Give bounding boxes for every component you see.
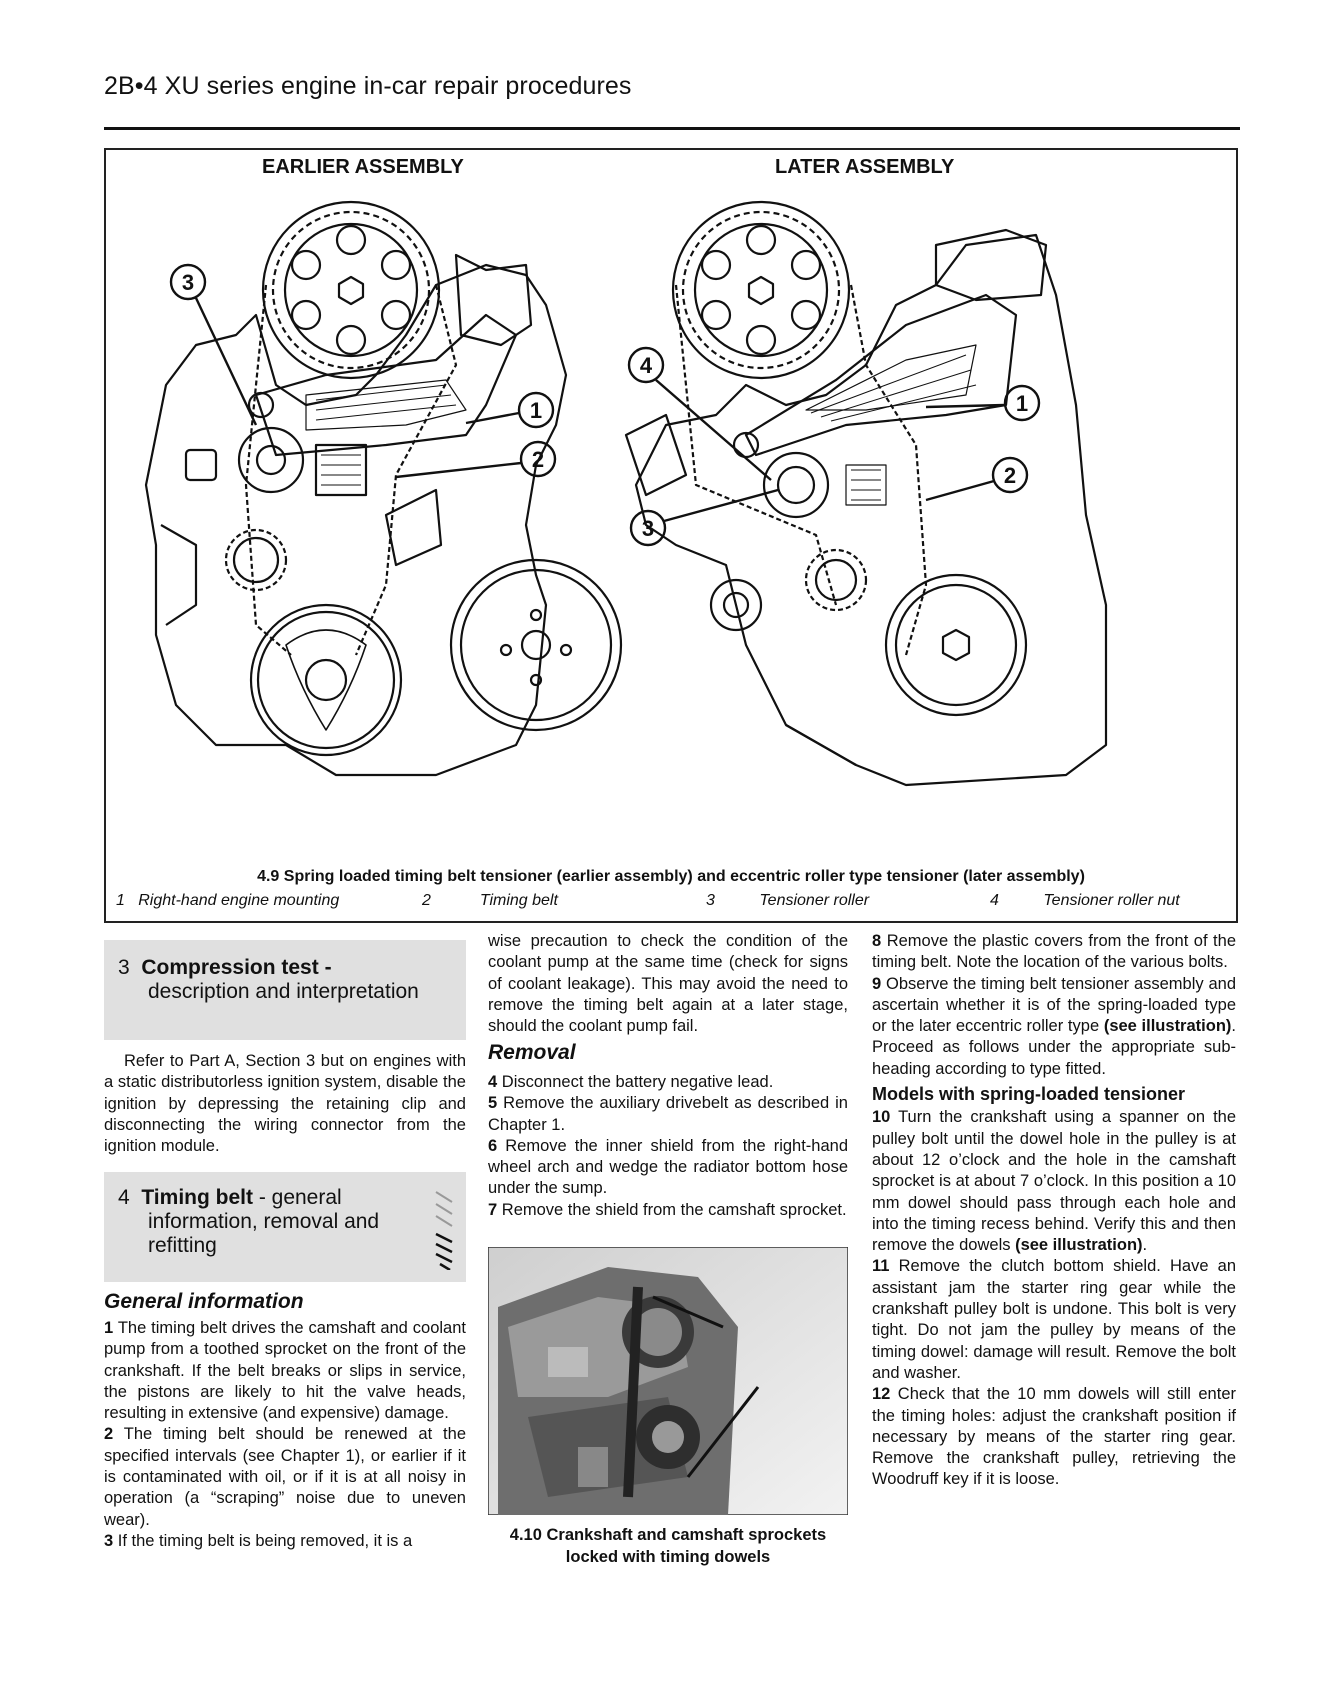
- column-3-body: [872, 931, 1236, 1491]
- general-info-body: [104, 1318, 466, 1552]
- paragraph-text: Turn the crankshaft using a spanner on the pulley bolt until the dowel hole in the pulley is at about 12 o’clock and the hole in the camshaft sprocket is at about 7 o’clock. In this position a 10 mm dowel should pass through each hole and into the timing recess behind. Verify this and then remove the dowels: [872, 1108, 1237, 1255]
- general-info-heading: General information: [104, 1290, 304, 1313]
- paragraph-num: 1: [104, 1319, 114, 1337]
- section-4-subtitle-2: information, removal and: [148, 1210, 380, 1233]
- legend-label: Timing belt: [479, 892, 558, 909]
- removal-body: [488, 1072, 848, 1221]
- callout-2-right: 2: [1003, 463, 1017, 488]
- paragraph-num: 6: [488, 1136, 498, 1155]
- paragraph-num: 4: [488, 1073, 498, 1091]
- paragraph-num: 9: [872, 974, 882, 993]
- section-3-box: [104, 940, 466, 1040]
- later-assembly-title: LATER ASSEMBLY: [775, 156, 955, 178]
- legend-item-3: [706, 892, 869, 910]
- earlier-assembly-title: EARLIER ASSEMBLY: [262, 156, 464, 178]
- paragraph-num: 2: [104, 1425, 114, 1444]
- section-4-title: Timing belt: [141, 1186, 253, 1209]
- legend-label: Right-hand engine mounting: [138, 892, 340, 909]
- paragraph-2: [104, 1424, 466, 1530]
- section-4-number: 4: [118, 1186, 130, 1209]
- legend-num: 4: [990, 892, 999, 909]
- header-rule: [104, 127, 1240, 130]
- paragraph-5: [488, 1093, 848, 1136]
- section-4-heading: [118, 1186, 418, 1258]
- paragraph-text: Remove the inner shield from the right-hand wheel arch and wedge the radiator bottom hose under the sump.: [488, 1136, 848, 1198]
- callout-1-right: 1: [1015, 391, 1029, 416]
- callout-3-left: 3: [181, 270, 195, 295]
- paragraph-text: .: [1142, 1236, 1148, 1255]
- paragraph-text: Check that the 10 mm dowels will still enter the timing holes: adjust the crankshaft position if necessary by means of the starter ring gear. Remove the crankshaft pulley, retrieving the Woodruff key if it is loose.: [872, 1385, 1236, 1489]
- paragraph-num: 11: [872, 1257, 890, 1276]
- photo-caption-line-2: locked with timing dowels: [565, 1548, 771, 1566]
- models-spring-loaded-heading: Models with spring-loaded tensioner: [872, 1084, 1186, 1105]
- paragraph-num: 3: [104, 1531, 114, 1550]
- earlier-assembly-drawing: [146, 202, 621, 775]
- page-header: 2B•4 XU series engine in-car repair procedures: [104, 72, 632, 100]
- paragraph-num: 5: [488, 1094, 498, 1113]
- engine-photo: [488, 1247, 848, 1515]
- paragraph-10: [872, 1107, 1236, 1256]
- paragraph-12: [872, 1384, 1236, 1490]
- callout-2-left: 2: [531, 447, 545, 472]
- paragraph-1: [104, 1318, 466, 1424]
- paragraph-text: Observe the timing belt tensioner assembly and ascertain whether it is of the spring-loaded type or the later eccentric roller type: [872, 974, 1236, 1036]
- paragraph-num: 8: [872, 932, 882, 950]
- section-3-heading: [118, 956, 458, 1004]
- paragraph-text: If the timing belt is being removed, it is a: [117, 1531, 413, 1550]
- later-assembly-drawing: [626, 202, 1106, 785]
- section-3-number: 3: [118, 956, 130, 979]
- section-4-box: [104, 1172, 466, 1282]
- engine-diagram: [106, 185, 1236, 865]
- paragraph-4: [488, 1072, 848, 1093]
- column-2-continued: [488, 931, 848, 1037]
- paragraph-num: 10: [872, 1108, 891, 1127]
- section-3-subtitle: description and interpretation: [148, 980, 419, 1003]
- paragraph-6: [488, 1136, 848, 1200]
- paragraph-text: Remove the plastic covers from the front of the timing belt. Note the location of the various bolts.: [872, 932, 1236, 972]
- legend-label: Tensioner roller: [759, 892, 870, 909]
- paragraph-text: Remove the clutch bottom shield. Have an assistant jam the starter ring gear while the crankshaft pulley bolt is undone. This bolt is very tight. Do not jam the pulley by means of the timing dowel: damage will result. Remove the bolt and washer.: [872, 1257, 1236, 1382]
- paragraph-9: [872, 974, 1236, 1080]
- section-4-subtitle-1: - general: [252, 1186, 342, 1209]
- section-4-subtitle-3: refitting: [148, 1234, 217, 1257]
- paragraph-text: Remove the shield from the camshaft sprocket.: [501, 1200, 847, 1219]
- paragraph-text: The timing belt should be renewed at the specified intervals (see Chapter 1), or earlier if it is contaminated with oil, or if it is at all noisy in operation (a “scraping” noise due to uneven wear).: [104, 1425, 466, 1529]
- paragraph-text: . Proceed as follows under the appropriate sub-heading according to type fitted.: [872, 1017, 1236, 1078]
- photo-caption-line-1: 4.10 Crankshaft and camshaft sprockets: [509, 1526, 827, 1544]
- illustration-reference: (see illustration): [1103, 1017, 1232, 1036]
- callout-4-right: 4: [639, 353, 653, 378]
- paragraph-text: Remove the auxiliary drivebelt as described in Chapter 1.: [488, 1094, 848, 1134]
- legend-num: 1: [116, 892, 125, 909]
- callout-3-right: 3: [641, 516, 655, 541]
- paragraph-7: [488, 1200, 848, 1221]
- legend-num: 3: [706, 892, 715, 909]
- paragraph-text: The timing belt drives the camshaft and coolant pump from a toothed sprocket on the front of the crankshaft. If the belt breaks or slips in service, the pistons are likely to hit the valve heads, resulting in extensive (and expensive) damage.: [104, 1319, 466, 1423]
- section-3-title: Compression test -: [141, 956, 332, 979]
- difficulty-spanner-icon: [432, 1184, 458, 1270]
- paragraph-num: 12: [872, 1385, 891, 1404]
- removal-heading: Removal: [488, 1041, 576, 1064]
- legend-num: 2: [422, 892, 431, 909]
- figure-caption: 4.9 Spring loaded timing belt tensioner (earlier assembly) and eccentric roller type tensioner (later assembly): [257, 868, 1085, 885]
- illustration-reference: (see illustration): [1015, 1236, 1143, 1255]
- paragraph-3: [104, 1531, 466, 1552]
- paragraph-num: 7: [488, 1200, 498, 1219]
- paragraph-text: Disconnect the battery negative lead.: [501, 1073, 774, 1091]
- legend-item-2: [422, 892, 558, 910]
- section-3-body: Refer to Part A, Section 3 but on engines with a static distributorless ignition system, disable the ignition by depressing the retaining clip and disconnecting the wiring connector from the ignition module.: [104, 1052, 466, 1156]
- legend-item-4: [990, 892, 1180, 910]
- callout-1-left: 1: [529, 398, 543, 423]
- photo-caption: [488, 1524, 848, 1568]
- legend-item-1: [116, 892, 339, 910]
- paragraph-8: [872, 931, 1236, 974]
- paragraph-11: [872, 1256, 1236, 1384]
- legend-label: Tensioner roller nut: [1043, 892, 1180, 909]
- continued-text: wise precaution to check the condition of the coolant pump at the same time (check for signs of coolant leakage). This may avoid the need to remove the timing belt again at a later stage, should the coolant pump fail.: [488, 932, 848, 1036]
